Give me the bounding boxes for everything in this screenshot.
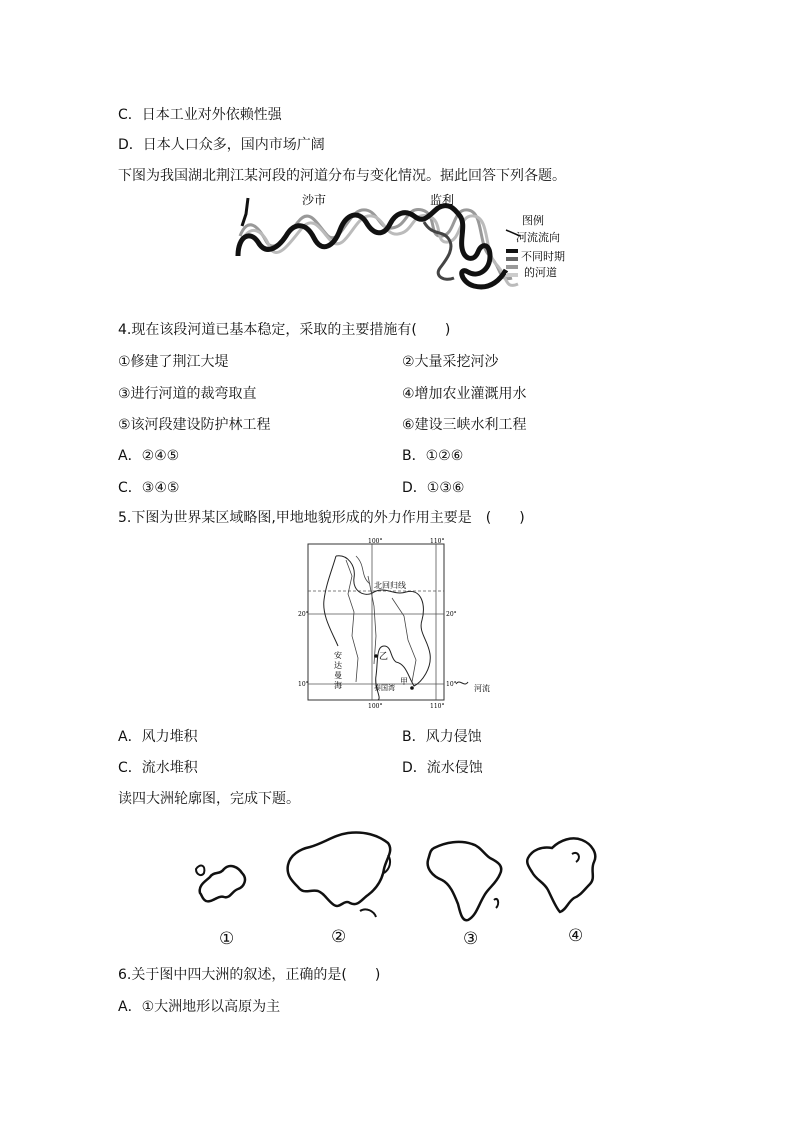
europe-outline — [190, 855, 252, 909]
q4-item-6: ⑥建设三峡水利工程 — [402, 417, 527, 433]
continent-label-3: ③ — [463, 929, 479, 949]
continent-label-4: ④ — [568, 926, 584, 946]
lon-100-top: 100° — [368, 538, 383, 545]
asia-shape — [288, 832, 391, 905]
point-yi — [374, 654, 378, 658]
lon-110-bottom: 110° — [430, 703, 445, 710]
q4-option-a: A．②④⑤ — [118, 448, 180, 464]
madagascar-shape — [494, 899, 498, 908]
q4-item-5: ⑤该河段建设防护林工程 — [118, 417, 271, 433]
legend-flow: 河流流向 — [516, 231, 560, 244]
legend-swatch-2 — [506, 257, 518, 261]
city-shashi: 沙市 — [302, 193, 327, 207]
hudson-bay — [572, 853, 579, 862]
q4-item-2: ②大量采挖河沙 — [402, 354, 499, 370]
river-intro-text: 下图为我国湖北荆江某河段的河道分布与变化情况。据此回答下列各题。 — [118, 168, 566, 184]
q4-option-c: C．③④⑤ — [118, 480, 180, 496]
q4-stem: 4.现在该段河道已基本稳定，采取的主要措施有( ) — [118, 322, 451, 338]
sea-label-3: 曼 — [334, 671, 342, 680]
legend-swatch-4 — [506, 273, 518, 277]
q5-option-b: B．风力侵蚀 — [402, 729, 482, 745]
river-channel-map — [228, 186, 578, 312]
lat-20-left: 20° — [298, 611, 309, 618]
option-c-text: C．日本工业对外依赖性强 — [118, 107, 282, 123]
continent-label-2: ② — [331, 927, 347, 947]
region-sketch-map — [296, 536, 502, 716]
north-america-outline — [522, 832, 604, 916]
africa-shape — [428, 842, 502, 920]
option-d-text: D．日本人口众多，国内市场广阔 — [118, 137, 325, 153]
gulf-label: 泰国湾 — [374, 684, 395, 692]
legend-title: 图例 — [522, 214, 544, 227]
q5-option-d: D．流水侵蚀 — [402, 760, 483, 776]
upstream-arrow — [242, 198, 248, 226]
lon-100-bottom: 100° — [368, 703, 383, 710]
q4-item-3: ③进行河道的裁弯取直 — [118, 386, 257, 402]
point-jia — [410, 686, 414, 690]
continents-intro-text: 读四大洲轮廓图，完成下题。 — [118, 791, 300, 807]
legend-periods-2: 的河道 — [524, 266, 557, 279]
tropic-label: 北回归线 — [374, 581, 406, 590]
britain-shape — [196, 866, 204, 876]
sea-label-2: 达 — [334, 661, 342, 670]
continent-label-1: ① — [219, 929, 235, 949]
europe-shape — [200, 866, 245, 901]
africa-outline — [420, 836, 510, 926]
q6-option-a: A．①大洲地形以高原为主 — [118, 999, 281, 1015]
legend-river-symbol — [456, 682, 468, 684]
q6-stem: 6.关于图中四大洲的叙述，正确的是( ) — [118, 967, 381, 983]
q4-item-4: ④增加农业灌溉用水 — [402, 386, 527, 402]
q4-option-b: B．①②⑥ — [402, 448, 464, 464]
lat-10-right: 10° — [446, 681, 457, 688]
legend-swatch-3 — [506, 265, 518, 269]
sea-label-4: 海 — [334, 681, 342, 690]
legend-periods-1: 不同时期 — [521, 250, 565, 263]
lon-110-top: 110° — [430, 538, 445, 545]
asia-islands — [360, 909, 376, 917]
north-america-shape — [527, 838, 595, 912]
q5-option-c: C．流水堆积 — [118, 760, 198, 776]
city-jianli: 监利 — [430, 193, 455, 207]
lat-10-left: 10° — [298, 681, 309, 688]
q4-option-d: D．①③⑥ — [402, 480, 465, 496]
place-yi-label: 乙 — [379, 652, 389, 662]
legend-river-label: 河流 — [474, 684, 490, 693]
q5-stem: 5.下图为世界某区域略图,甲地地貌形成的外力作用主要是 ( ) — [118, 510, 525, 526]
legend-swatch-1 — [506, 249, 518, 253]
lat-20-right: 20° — [446, 611, 457, 618]
sea-label-1: 安 — [334, 651, 342, 660]
place-jia-label: 甲 — [400, 677, 408, 686]
q5-option-a: A．风力堆积 — [118, 729, 198, 745]
asia-outline — [280, 825, 398, 925]
q4-item-1: ①修建了荆江大堤 — [118, 354, 229, 370]
